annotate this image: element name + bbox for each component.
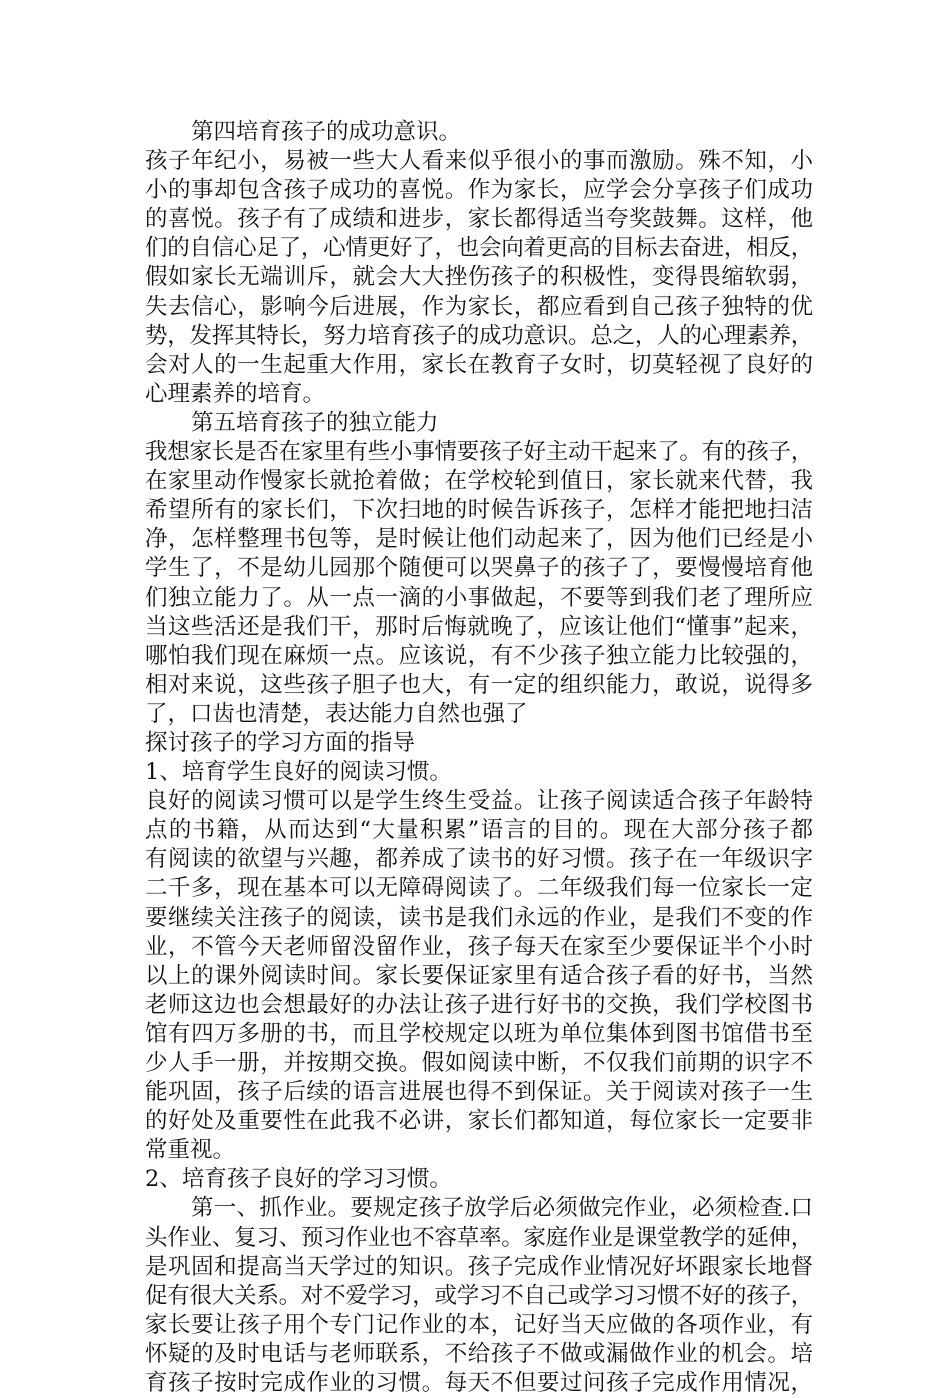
text-line: 点的书籍，从而达到“大量积累”语言的目的。现在大部分孩子都 — [145, 817, 813, 844]
text-line: 二千多，现在基本可以无障碍阅读了。二年级我们每一位家长一定 — [145, 875, 813, 902]
text-line: 们的自信心足了，心情更好了，也会向着更高的目标去奋进，相反， — [145, 235, 813, 262]
text-line: 势，发挥其特长，努力培育孩子的成功意识。总之，人的心理素养， — [145, 322, 813, 349]
document-body — [145, 118, 813, 1398]
text-line: 的喜悦。孩子有了成绩和进步，家长都得适当夸奖鼓舞。这样，他 — [145, 206, 813, 233]
text-line: 当这些活还是我们干，那时后悔就晚了，应该让他们“懂事”起来， — [145, 613, 813, 640]
text-line: 家长要让孩子用个专门记作业的本，记好当天应做的各项作业，有 — [145, 1311, 813, 1338]
text-line: 业，不管今天老师留没留作业，孩子每天在家至少要保证半个小时 — [145, 933, 813, 960]
text-line: 馆有四万多册的书，而且学校规定以班为单位集体到图书馆借书至 — [145, 1020, 813, 1047]
text-line: 怀疑的及时电话与老师联系，不给孩子不做或漏做作业的机会。培 — [145, 1340, 813, 1367]
text-line: 第一、抓作业。要规定孩子放学后必须做完作业，必须检查.口 — [191, 1195, 813, 1222]
text-line: 老师这边也会想最好的办法让孩子进行好书的交换，我们学校图书 — [145, 991, 813, 1018]
text-line: 在家里动作慢家长就抢着做；在学校轮到值日，家长就来代替，我 — [145, 468, 813, 495]
text-line: 相对来说，这些孩子胆子也大，有一定的组织能力，敢说，说得多 — [145, 671, 813, 698]
text-line: 净，怎样整理书包等，是时候让他们动起来了，因为他们已经是小 — [145, 526, 813, 553]
text-line: 2、培育孩子良好的学习习惯。 — [145, 1166, 452, 1193]
text-line: 能巩固，孩子后续的语言进展也得不到保证。关于阅读对孩子一生 — [145, 1079, 813, 1106]
text-line: 要继续关注孩子的阅读，读书是我们永远的作业，是我们不变的作 — [145, 904, 813, 931]
text-line: 促有很大关系。对不爱学习，或学习不自己或学习习惯不好的孩子， — [145, 1282, 813, 1309]
text-line: 失去信心，影响今后进展，作为家长，都应看到自己孩子独特的优 — [145, 293, 813, 320]
text-line: 1、培育学生良好的阅读习惯。 — [145, 759, 452, 786]
text-line: 学生了，不是幼儿园那个随便可以哭鼻子的孩子了，要慢慢培育他 — [145, 555, 813, 582]
text-line: 常重视。 — [145, 1137, 236, 1164]
text-line: 育孩子按时完成作业的习惯。每天不但要过问孩子完成作用情况， — [145, 1370, 813, 1397]
text-line: 是巩固和提高当天学过的知识。孩子完成作业情况好坏跟家长地督 — [145, 1253, 813, 1280]
text-line: 们独立能力了。从一点一滴的小事做起，不要等到我们老了理所应 — [145, 584, 813, 611]
text-line: 希望所有的家长们，下次扫地的时候告诉孩子，怎样才能把地扫洁 — [145, 497, 813, 524]
text-line: 良好的阅读习惯可以是学生终生受益。让孩子阅读适合孩子年龄特 — [145, 788, 813, 815]
text-line: 第五培育孩子的独立能力 — [191, 409, 439, 436]
text-line: 以上的课外阅读时间。家长要保证家里有适合孩子看的好书，当然 — [145, 962, 813, 989]
text-line: 了，口齿也清楚，表达能力自然也强了 — [145, 700, 528, 727]
text-line: 的好处及重要性在此我不必讲，家长们都知道，每位家长一定要非 — [145, 1108, 813, 1135]
text-line: 有阅读的欲望与兴趣，都养成了读书的好习惯。孩子在一年级识字 — [145, 846, 813, 873]
text-line: 哪怕我们现在麻烦一点。应该说，有不少孩子独立能力比较强的， — [145, 642, 813, 669]
text-line: 我想家长是否在家里有些小事情要孩子好主动干起来了。有的孩子， — [145, 439, 813, 466]
text-line: 头作业、复习、预习作业也不容草率。家庭作业是课堂教学的延伸， — [145, 1224, 813, 1251]
text-line: 孩子年纪小，易被一些大人看来似乎很小的事而激励。殊不知，小 — [145, 148, 813, 175]
text-line: 心理素养的培育。 — [145, 380, 326, 407]
text-line: 小的事却包含孩子成功的喜悦。作为家长，应学会分享孩子们成功 — [145, 177, 813, 204]
text-line: 少人手一册，并按期交换。假如阅读中断，不仅我们前期的识字不 — [145, 1050, 813, 1076]
text-line: 假如家长无端训斥，就会大大挫伤孩子的积极性，变得畏缩软弱， — [145, 264, 813, 291]
text-line: 会对人的一生起重大作用，家长在教育子女时，切莫轻视了良好的 — [145, 351, 813, 378]
text-line: 探讨孩子的学习方面的指导 — [145, 729, 416, 756]
text-line: 第四培育孩子的成功意识。 — [191, 119, 462, 145]
